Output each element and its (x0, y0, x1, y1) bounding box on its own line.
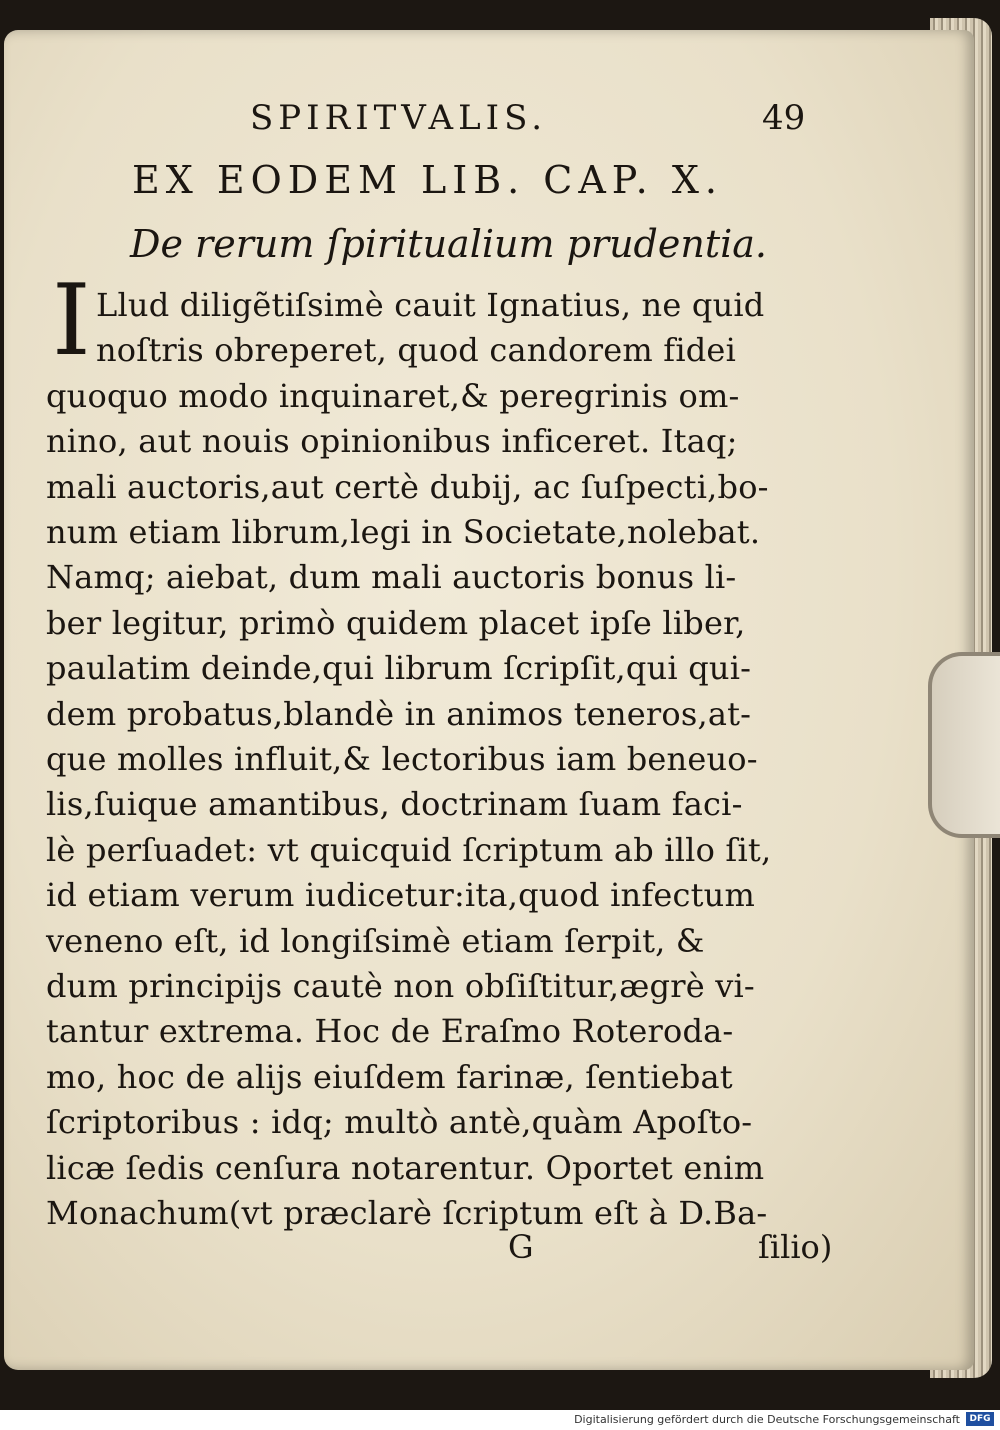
text-line: lè perſuadet: vt quicquid ſcriptum ab illo ſit, (46, 830, 772, 869)
text-line: dum principijs cautè non obſiſtitur,ægrè vi- (46, 967, 755, 1005)
text-line: mali auctoris,aut certè dubij, ac ſuſpecti,bo- (46, 467, 769, 506)
signature-mark: G (508, 1228, 534, 1266)
text-line: quoquo modo inquinaret,& peregrinis om- (46, 376, 740, 415)
text-line: noſtris obreperet, quod candorem fidei (96, 331, 737, 370)
text-line: lis,ſuique amantibus, doctrinam ſuam faci- (46, 785, 743, 824)
running-head: SPIRITVALIS. (250, 98, 548, 138)
text-line: Llud diligẽtiſsimè cauit Ignatius, ne quid (96, 286, 765, 324)
text-line: Monachum(vt præclarè ſcriptum eſt à D.Ba- (46, 1194, 768, 1232)
section-subtitle: De rerum ſpiritualium prudentia. (130, 222, 768, 266)
text-line: id etiam verum iudicetur:ita,quod infectum (46, 876, 756, 915)
chapter-title: EX EODEM LIB. CAP. X. (132, 158, 723, 202)
text-line: Namq; aiebat, dum mali auctoris bonus li- (46, 558, 737, 597)
text-line: ber legitur, primò quidem placet ipſe liber, (46, 603, 746, 642)
text-line: veneno eſt, id longiſsimè etiam ſerpit, & (46, 921, 705, 960)
footer-credit: Digitalisierung gefördert durch die Deutsche Forschungsgemeinschaft (574, 1413, 960, 1426)
text-line: mo, hoc de alijs eiuſdem farinæ, ſentiebat (46, 1057, 733, 1096)
drop-cap: I (52, 264, 91, 378)
dfg-logo: DFG (966, 1412, 994, 1426)
text-line: ſcriptoribus : idq; multò antè,quàm Apoſto- (46, 1103, 753, 1142)
page-number: 49 (762, 98, 806, 138)
text-line: paulatim deinde,qui librum ſcripſit,qui qui- (46, 649, 752, 688)
text-line: tantur extrema. Hoc de Eraſmo Roteroda- (46, 1012, 734, 1051)
text-line: num etiam librum,legi in Societate,nolebat. (46, 513, 761, 551)
text-line: licæ ſedis cenſura notarentur. Oportet enim (46, 1148, 765, 1187)
catchword: ſilio) (758, 1228, 833, 1266)
text-line: que molles influit,& lectoribus iam beneuo- (46, 740, 758, 778)
text-line: nino, aut nouis opinionibus inficeret. Itaq; (46, 422, 738, 461)
text-line: dem probatus,blandè in animos teneros,at- (46, 694, 752, 733)
